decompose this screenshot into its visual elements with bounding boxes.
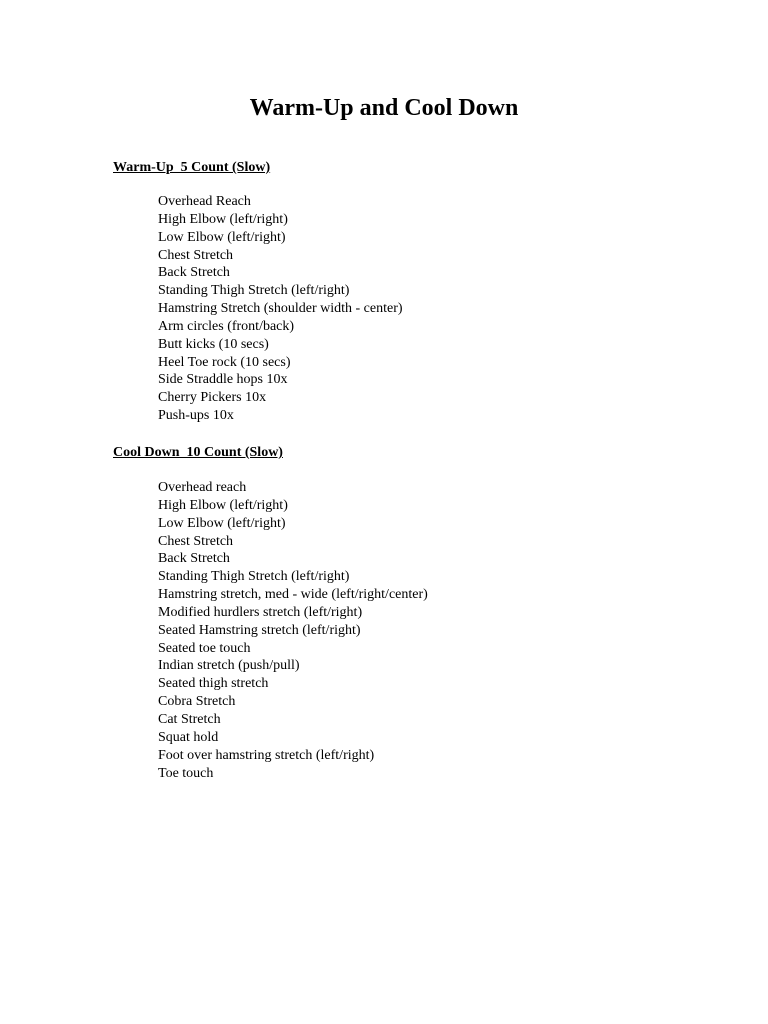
warmup-exercise-item: Arm circles (front/back) [158, 318, 295, 334]
warmup-exercise-item: Overhead Reach [158, 194, 251, 209]
warmup-exercise-item: Side Straddle hops 10x [158, 372, 288, 388]
cooldown-exercise-item: Foot over hamstring stretch (left/right) [158, 747, 375, 763]
cooldown-exercise-item: Toe touch [158, 765, 214, 781]
cooldown-exercise-item: Seated thigh stretch [158, 676, 269, 692]
cooldown-exercise-item: Chest Stretch [158, 533, 234, 549]
cooldown-exercise-item: Seated Hamstring stretch (left/right) [158, 622, 361, 638]
cooldown-exercise-item: Low Elbow (left/right) [158, 515, 286, 531]
cooldown-exercise-item: High Elbow (left/right) [158, 497, 288, 513]
cooldown-exercise-item: Hamstring stretch, med - wide (left/right/center) [158, 587, 428, 603]
warmup-exercise-item: High Elbow (left/right) [158, 211, 288, 227]
cooldown-exercise-item: Standing Thigh Stretch (left/right) [158, 569, 350, 585]
warmup-exercise-item: Butt kicks (10 secs) [158, 336, 269, 352]
warmup-exercise-item: Heel Toe rock (10 secs) [158, 354, 291, 370]
warmup-exercise-item: Standing Thigh Stretch (left/right) [158, 283, 350, 299]
warmup-exercise-item: Low Elbow (left/right) [158, 229, 286, 245]
cooldown-exercise-item: Overhead reach [158, 480, 247, 495]
document-title: Warm-Up and Cool Down [249, 95, 519, 121]
warmup-exercise-list [158, 193, 403, 425]
cooldown-exercise-list [158, 479, 428, 782]
cooldown-exercise-item: Cobra Stretch [158, 694, 236, 710]
cooldown-exercise-item: Seated toe touch [158, 640, 251, 656]
warmup-exercise-item: Push-ups 10x [158, 408, 234, 424]
warmup-exercise-item: Chest Stretch [158, 247, 234, 263]
warmup-exercise-item: Hamstring Stretch (shoulder width - center) [158, 301, 403, 317]
cooldown-exercise-item: Modified hurdlers stretch (left/right) [158, 604, 363, 620]
warmup-section-heading: Warm-Up 5 Count (Slow) [113, 160, 271, 175]
cooldown-exercise-item: Squat hold [158, 729, 219, 745]
cooldown-exercise-item: Indian stretch (push/pull) [158, 658, 300, 674]
cooldown-exercise-item: Cat Stretch [158, 711, 221, 727]
warmup-exercise-item: Back Stretch [158, 265, 230, 281]
cooldown-exercise-item: Back Stretch [158, 551, 230, 567]
warmup-exercise-item: Cherry Pickers 10x [158, 390, 267, 406]
cooldown-section-heading: Cool Down 10 Count (Slow) [113, 445, 283, 460]
